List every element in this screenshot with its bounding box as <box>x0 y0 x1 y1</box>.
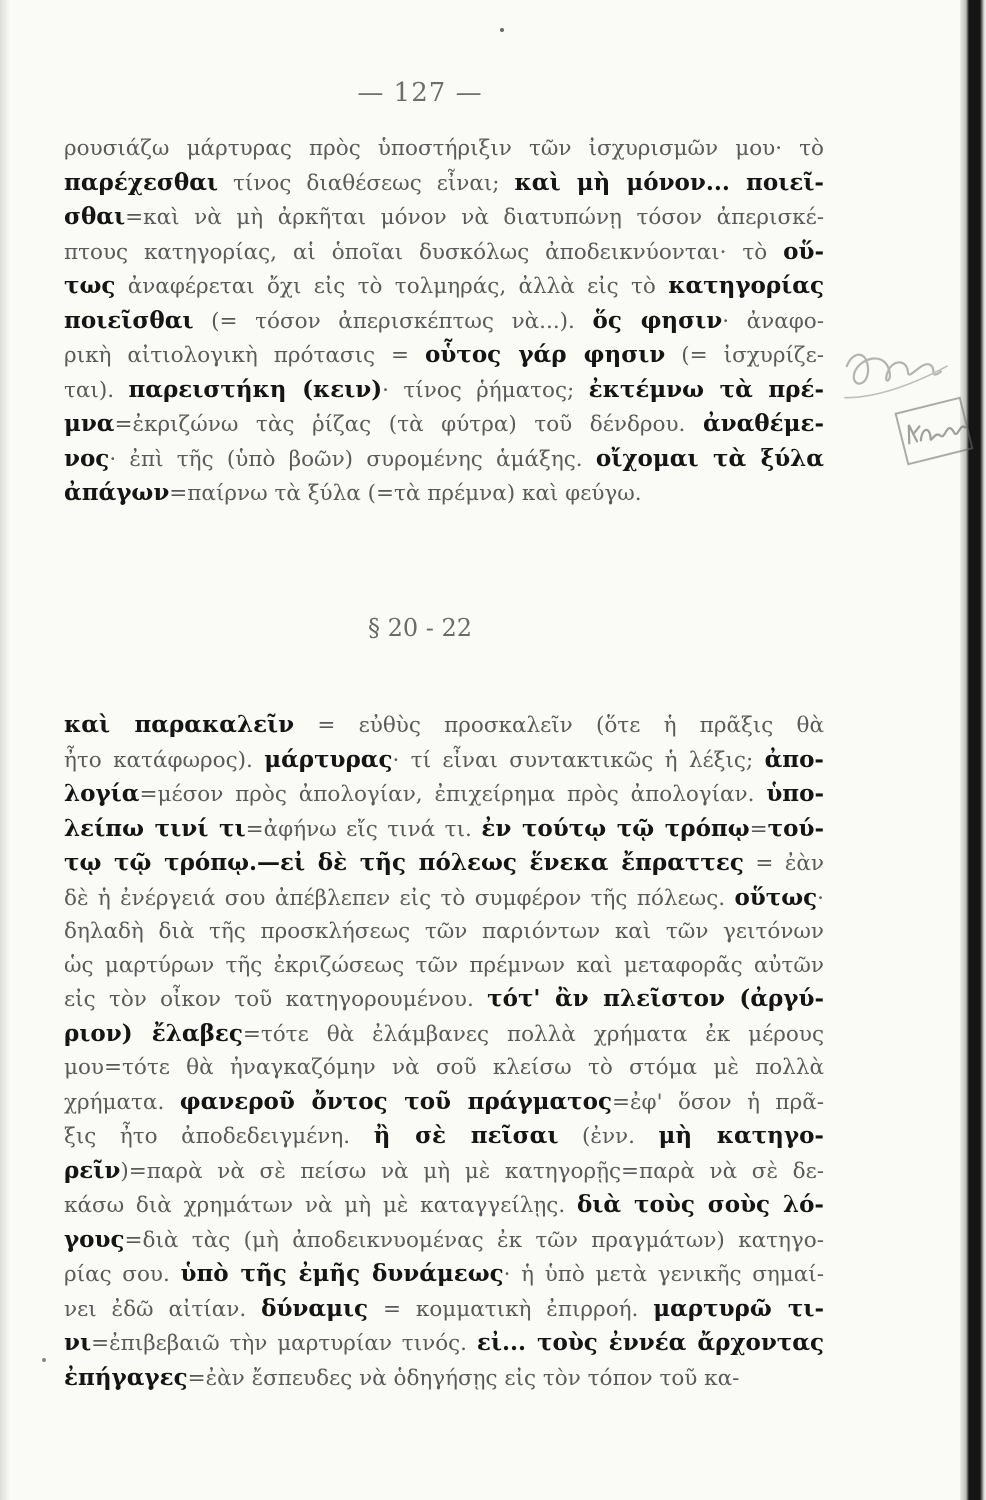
bold-lemma: παρέχεσθαι <box>64 168 219 196</box>
gloss-text: =μέσον πρὸς ἀπολογίαν, ἐπιχείρημα πρὸς ἀπολογίαν. <box>139 782 767 807</box>
page-number: — 127 — <box>357 78 483 108</box>
bold-lemma: μαρτυρῶ τι- <box>653 1294 824 1322</box>
commentary-paragraph <box>64 132 824 511</box>
gloss-text: = εὐθὺς προσκαλεῖν (ὅτε ἡ πρᾶξις θὰ <box>294 713 824 738</box>
gloss-text: δὲ ἡ ἐνέργειά σου ἀπέβλεπεν εἰς τὸ συμφέρον τῆς πόλεως. <box>64 885 735 911</box>
bold-lemma: μνα <box>64 410 115 437</box>
text-line <box>64 1154 824 1189</box>
bold-lemma: γους <box>64 1225 125 1253</box>
text-line <box>64 235 824 270</box>
bold-lemma: λογία <box>64 780 140 807</box>
gloss-text: · <box>817 885 824 911</box>
text-line <box>64 1188 824 1223</box>
gloss-text: =παίρνω τὰ ξύλα (=τὰ πρέμνα) καὶ φεύγω. <box>169 481 642 506</box>
bold-lemma: ὑπο- <box>766 780 824 807</box>
bold-lemma: ἢ σὲ πεῖσαι <box>373 1122 559 1149</box>
bold-lemma: τως <box>64 272 116 299</box>
page-left-edge-shadow <box>0 0 10 1500</box>
text-line <box>64 200 824 235</box>
bold-lemma: οὕτως <box>734 883 818 911</box>
gloss-text: ὡς μαρτύρων τῆς ἐκριζώσεως τῶν πρέμνων καὶ μεταφορᾶς αὐτῶν <box>64 952 824 978</box>
gloss-text: =ἐπιβεβαιῶ τὴν μαρτυρίαν τινός. <box>91 1331 477 1356</box>
text-line <box>64 846 824 881</box>
bold-lemma: ποιεῖσθαι <box>64 306 194 334</box>
ink-speck <box>42 1358 46 1362</box>
bold-lemma: εἰ... τοὺς ἐννέα ἄρχοντας <box>476 1329 824 1356</box>
text-line <box>64 777 824 812</box>
text-line <box>64 373 824 408</box>
ink-speck <box>500 28 504 32</box>
gloss-text: πτους κατηγορίας, αἱ ὁποῖαι δυσκόλως ἀποδεικνύονται· τὸ <box>64 239 784 265</box>
text-line <box>64 1326 824 1361</box>
text-line <box>64 338 824 373</box>
gloss-text: = κομματικὴ ἐπιρροή. <box>368 1296 654 1322</box>
bold-lemma: ἐκτέμνω τὰ πρέ- <box>588 375 824 403</box>
bold-lemma: ἐπήγαγες <box>64 1363 188 1391</box>
page-gutter-edge <box>960 0 986 1500</box>
gloss-text: (ἐνν. <box>558 1124 659 1149</box>
bold-lemma: ὅς φησιν <box>592 306 723 334</box>
gloss-text: χρήματα. <box>64 1089 180 1115</box>
text-line <box>64 269 824 304</box>
bold-lemma: τότ' ἂν πλεῖστον (ἀργύ- <box>487 985 824 1012</box>
gloss-text: ξις ἦτο ἀποδεδειγμένη. <box>64 1124 374 1149</box>
bold-lemma: ἀναθέμε- <box>702 410 824 437</box>
text-line <box>64 915 824 949</box>
gloss-text: · ἡ ὑπὸ μετὰ γενικῆς σημαί- <box>503 1262 824 1287</box>
gloss-text: τίνος διαθέσεως εἶναι; <box>218 170 515 196</box>
gloss-text: ρικὴ αἰτιολογικὴ πρότασις = <box>64 343 426 368</box>
bold-lemma: καὶ μὴ μόνον... ποιεῖ- <box>514 168 824 196</box>
gloss-text: ἦτο κατάφωρος). <box>64 747 265 773</box>
text-line <box>64 1051 824 1085</box>
bold-lemma: ἀπο- <box>764 745 824 773</box>
text-line <box>64 1085 824 1120</box>
text-line <box>64 1257 824 1292</box>
gloss-text: =ἐὰν ἔσπευδες νὰ ὁδηγήσῃς εἰς τὸν τόπον τοῦ κα- <box>187 1365 740 1391</box>
gloss-text: =τότε θὰ ἐλάμβανες πολλὰ χρήματα ἐκ μέρους <box>242 1021 824 1047</box>
gloss-text: · τίνος ῥήματος; <box>382 377 589 403</box>
gloss-text: · ἀναφο- <box>722 308 824 334</box>
bold-lemma: νι <box>64 1329 92 1356</box>
text-line <box>64 708 824 743</box>
gloss-text: κάσω διὰ χρημάτων νὰ μὴ μὲ καταγγείλῃς. <box>64 1193 577 1218</box>
gloss-text: =διὰ τὰς (μὴ ἀποδεικνυομένας ἐκ τῶν πραγμάτων) κατηγο- <box>124 1227 824 1253</box>
gloss-text: = ἐὰν <box>743 851 824 876</box>
bold-lemma: φανεροῦ ὄντος τοῦ πράγματος <box>179 1087 612 1115</box>
gloss-text: =καὶ νὰ μὴ ἀρκῆται μόνον νὰ διατυπώνῃ τόσον ἀπερισκέ- <box>125 205 824 230</box>
gloss-text: =ἀφήνω εἴς τινά τι. <box>245 816 482 842</box>
bold-lemma: μάρτυρας <box>264 745 393 773</box>
gloss-text: =ἐφ' ὅσον ἡ πρᾶ- <box>612 1089 824 1115</box>
bold-lemma: μὴ κατηγο- <box>658 1122 824 1149</box>
commentary-paragraph <box>64 708 824 1395</box>
bold-lemma: οὗτος γάρ φησιν <box>425 341 666 368</box>
gloss-text: · ἐπὶ τῆς (ὑπὸ βοῶν) συρομένης ἁμάξης. <box>109 446 596 472</box>
bold-lemma: τῳ τῷ τρόπῳ.—εἰ δὲ τῆς πόλεως ἕνεκα ἔπραττες <box>64 849 744 876</box>
text-line <box>64 1223 824 1258</box>
text-line <box>64 476 824 511</box>
text-line <box>64 132 824 166</box>
bold-lemma: οἴχομαι τὰ ξύλα <box>595 444 824 472</box>
bold-lemma: κατηγορίας <box>668 272 824 299</box>
bold-lemma: ἀπάγων <box>64 479 170 506</box>
bold-lemma: ὑπὸ τῆς ἐμῆς δυνάμεως <box>180 1260 504 1287</box>
text-line <box>64 743 824 778</box>
text-line <box>64 166 824 201</box>
bold-lemma: ριον) ἔλαβες <box>64 1019 243 1047</box>
text-line <box>64 949 824 983</box>
text-line <box>64 1292 824 1327</box>
text-line <box>64 407 824 442</box>
gloss-text: νει ἐδῶ αἰτίαν. <box>64 1296 262 1322</box>
gloss-text: )=παρὰ νὰ σὲ πείσω νὰ μὴ μὲ κατηγορῇς=παρὰ νὰ σὲ δε- <box>120 1158 824 1184</box>
text-line <box>64 1119 824 1154</box>
gloss-text: δηλαδὴ διὰ τῆς προσκλήσεως τῶν παριόντων καὶ τῶν γειτόνων <box>64 919 824 944</box>
bold-lemma: ρεῖν <box>64 1156 121 1184</box>
bold-lemma: λείπω τινί τι <box>64 814 246 842</box>
bold-lemma: τού- <box>767 814 824 842</box>
bold-lemma: οὕ- <box>783 237 824 265</box>
text-line <box>64 982 824 1017</box>
gloss-text: ρουσιάζω μάρτυρας πρὸς ὑποστήριξιν τῶν ἰσχυρισμῶν μου· τὸ <box>64 136 824 161</box>
text-line <box>64 881 824 916</box>
section-heading: § 20 - 22 <box>367 614 473 642</box>
gloss-text: (= ἰσχυρίζε- <box>665 343 824 368</box>
gloss-text: μου=τότε θὰ ἠναγκαζόμην νὰ σοῦ κλείσω τὸ στόμα μὲ πολλὰ <box>64 1055 824 1080</box>
bold-lemma: παρειστήκη (κειν) <box>128 375 383 403</box>
gloss-text: · τί εἶναι συντακτικῶς ἡ λέξις; <box>392 747 765 773</box>
bold-lemma: καὶ παρακαλεῖν <box>64 711 295 738</box>
gloss-text: ἀναφέρεται ὄχι εἰς τὸ τολμηράς, ἀλλὰ εἰς τὸ <box>115 274 669 299</box>
bold-lemma: διὰ τοὺς σοὺς λό- <box>576 1191 824 1218</box>
text-line <box>64 304 824 339</box>
text-line <box>64 1361 824 1396</box>
gloss-text: ρίας σου. <box>64 1262 181 1287</box>
gloss-text: = <box>749 816 768 842</box>
text-line <box>64 442 824 477</box>
text-line <box>64 1017 824 1052</box>
bold-lemma: δύναμις <box>261 1294 369 1322</box>
gloss-text: =ἐκριζώνω τὰς ῥίζας (τὰ φύτρα) τοῦ δένδρου. <box>114 412 703 437</box>
gloss-text: (= τόσον ἀπερισκέπτως νὰ...). <box>193 308 593 334</box>
text-line <box>64 812 824 847</box>
bold-lemma: ἐν τούτῳ τῷ τρόπῳ <box>481 814 750 842</box>
bold-lemma: νος <box>64 444 110 472</box>
gloss-text: εἰς τὸν οἶκον τοῦ κατηγορουμένου. <box>64 987 488 1012</box>
handwritten-stamp-icon <box>822 319 982 494</box>
bold-lemma: σθαι <box>64 203 126 230</box>
gloss-text: ται). <box>64 377 129 403</box>
